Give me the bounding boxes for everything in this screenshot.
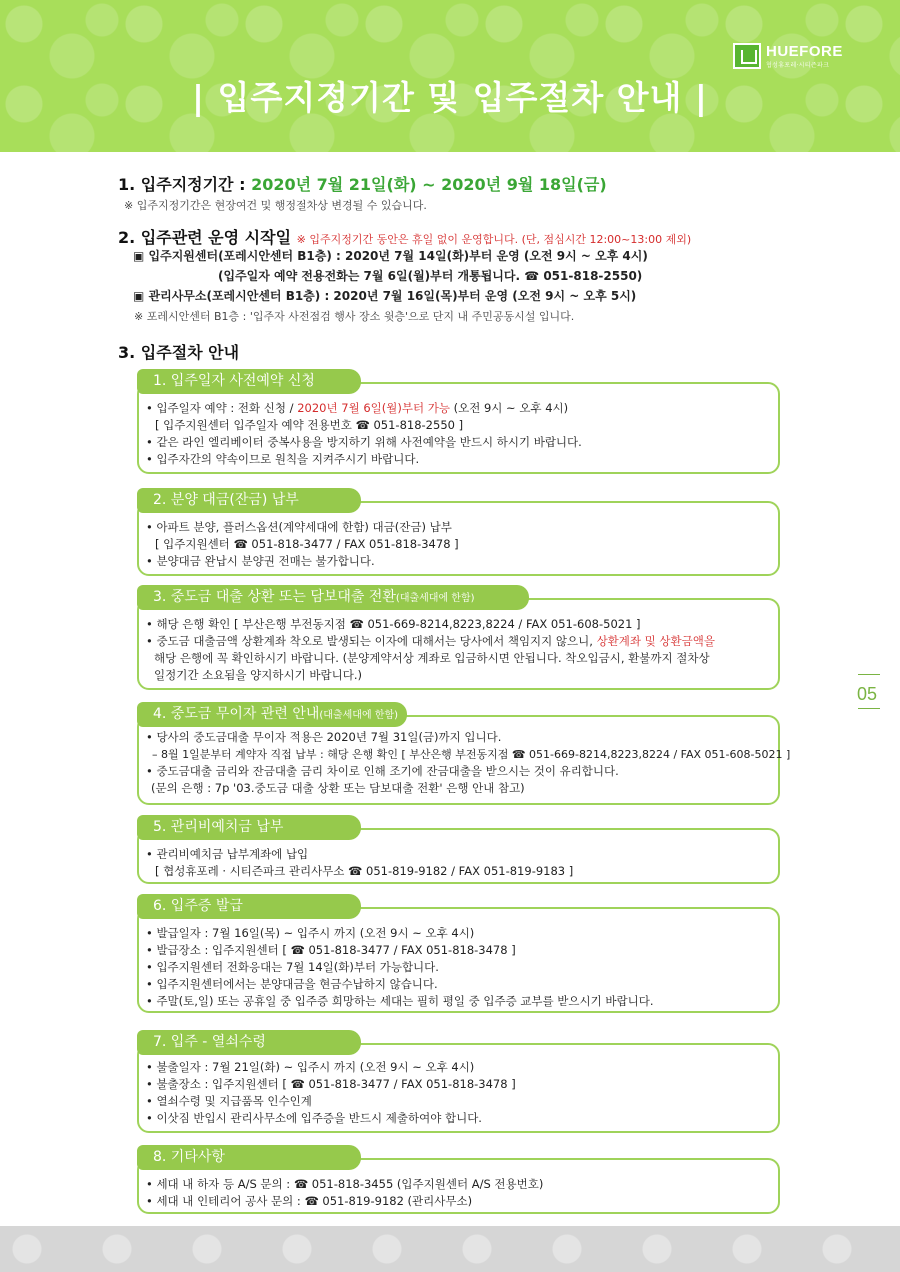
step-1-line-d: • 입주자간의 약속이므로 원칙을 지켜주시기 바랍니다. (146, 452, 420, 466)
section-2-note: ※ 포레시안센터 B1층 : '입주자 사전점검 행사 장소 윗층'으로 단지 내 주민공동시설 입니다. (134, 310, 575, 323)
section-1-heading (118, 172, 607, 195)
step-4-tab-label: 4. 중도금 무이자 관련 안내 (153, 706, 320, 722)
step-6-line-a: • 발급일자 : 7월 16일(목) ~ 입주시 까지 (오전 9시 ~ 오후 4시) (146, 926, 475, 940)
step-3-line-b-text: • 중도금 대출금액 상환계좌 착오로 발생되는 이자에 대해서는 당사에서 책임지지 않으니, (146, 634, 597, 648)
step-7-line-c: • 열쇠수령 및 지급품목 인수인계 (146, 1094, 312, 1108)
step-3-tab-sub: (대출세대에 한함) (395, 593, 475, 604)
logo-name: HUEFORE (766, 43, 843, 60)
support-center-line: ▣ 입주지원센터(포레시안센터 B1층) : 2020년 7월 14일(화)부터 운영 (오전 9시 ~ 오후 4시) (133, 249, 648, 263)
step-3-tab (137, 585, 529, 610)
step-4-tab-sub: (대출세대에 한함) (319, 710, 399, 721)
step-3-line-d: 일정기간 소요됨을 양지하시기 바랍니다.) (154, 668, 362, 682)
step-3-line-a: • 해당 은행 확인 [ 부산은행 부전동지점 ☎ 051-669-8214,8223,8224 / FAX 051-608-5021 ] (146, 617, 641, 631)
step-7-tab: 7. 입주 - 열쇠수령 (137, 1030, 361, 1055)
step-3-line-c: 해당 은행에 꼭 확인하시기 바랍니다. (분양계약서상 계좌로 입금하시면 안됩니다. 착오입금시, 환불까지 절차상 (154, 651, 710, 665)
page-number-rule-top (858, 674, 880, 675)
section-2-heading-note: ※ 입주지정기간 동안은 휴일 없이 운영합니다. (단, 점심시간 12:00~13:00 제외) (296, 233, 692, 246)
footer-band (0, 1226, 900, 1272)
reservation-phone-line: (입주일자 예약 전용전화는 7월 6일(월)부터 개통됩니다. ☎ 051-818-2550) (218, 269, 643, 283)
logo-mark-icon (733, 43, 761, 69)
page-number-rule-bottom (858, 708, 880, 709)
step-1-line-c: • 같은 라인 엘리베이터 중복사용을 방지하기 위해 사전예약을 반드시 하시기 바랍니다. (146, 435, 582, 449)
section-3-heading: 3. 입주절차 안내 (118, 343, 240, 362)
page-title: | 입주지정기간 및 입주절차 안내 | (192, 78, 708, 117)
step-4-line-c: • 중도금대출 금리와 잔금대출 금리 차이로 인해 조기에 잔금대출을 받으시는 것이 유리합니다. (146, 764, 619, 778)
step-4-line-b: – 8월 1일분부터 계약자 직접 납부 : 해당 은행 확인 [ 부산은행 부전동지점 ☎ 051-669-8214,8223,8224 / FAX 051-608-5021 ] (152, 748, 791, 761)
step-6-line-b: • 발급장소 : 입주지원센터 [ ☎ 051-818-3477 / FAX 051-818-3478 ] (146, 943, 516, 957)
step-5-line-a: • 관리비예치금 납부계좌에 납입 (146, 847, 309, 861)
step-2-line-c: • 분양대금 완납시 분양권 전매는 불가합니다. (146, 554, 375, 568)
step-4-line-d: (문의 은행 : 7p '03.중도금 대출 상환 또는 담보대출 전환' 은행 안내 참고) (151, 781, 525, 795)
step-1-line-a-highlight: 2020년 7월 6일(월)부터 가능 (297, 401, 450, 415)
step-1-line-a (146, 400, 568, 416)
step-1-tab: 1. 입주일자 사전예약 신청 (137, 369, 361, 394)
step-6-line-d: • 입주지원센터에서는 분양대금을 현금수납하지 않습니다. (146, 977, 438, 991)
section-1-label: 1. 입주지정기간 : (118, 175, 246, 194)
section-1-period: 2020년 7월 21일(화) ~ 2020년 9월 18일(금) (251, 175, 607, 194)
step-8-tab: 8. 기타사항 (137, 1145, 361, 1170)
step-4-line-a: • 당사의 중도금대출 무이자 적용은 2020년 7월 31일(금)까지 입니다. (146, 730, 502, 744)
huefore-logo (733, 43, 843, 69)
section-2-label: 2. 입주관련 운영 시작일 (118, 228, 292, 247)
step-8-line-a: • 세대 내 하자 등 A/S 문의 : ☎ 051-818-3455 (입주지원센터 A/S 전용번호) (146, 1177, 544, 1191)
section-1-note: ※ 입주지정기간은 현장여건 및 행정절차상 변경될 수 있습니다. (124, 199, 427, 212)
step-4-tab (137, 702, 407, 727)
step-8-line-b: • 세대 내 인테리어 공사 문의 : ☎ 051-819-9182 (관리사무소) (146, 1194, 473, 1208)
step-2-tab: 2. 분양 대금(잔금) 납부 (137, 488, 361, 513)
step-3-line-b (146, 633, 715, 649)
step-7-line-b: • 불출장소 : 입주지원센터 [ ☎ 051-818-3477 / FAX 051-818-3478 ] (146, 1077, 516, 1091)
step-6-line-c: • 입주지원센터 전화응대는 7월 14일(화)부터 가능합니다. (146, 960, 439, 974)
step-3-line-b-highlight: 상환계좌 및 상환금액을 (596, 634, 715, 648)
step-5-line-b: [ 협성휴포레 · 시티즌파크 관리사무소 ☎ 051-819-9182 / FAX 051-819-9183 ] (155, 864, 574, 878)
step-1-line-b: [ 입주지원센터 입주일자 예약 전용번호 ☎ 051-818-2550 ] (155, 418, 464, 432)
step-5-tab: 5. 관리비예치금 납부 (137, 815, 361, 840)
step-2-line-b: [ 입주지원센터 ☎ 051-818-3477 / FAX 051-818-3478 ] (155, 537, 459, 551)
step-7-line-d: • 이삿짐 반입시 관리사무소에 입주증을 반드시 제출하여야 합니다. (146, 1111, 482, 1125)
management-office-line: ▣ 관리사무소(포레시안센터 B1층) : 2020년 7월 16일(목)부터 운영 (오전 9시 ~ 오후 5시) (133, 289, 637, 303)
step-3-tab-label: 3. 중도금 대출 상환 또는 담보대출 전환 (153, 589, 396, 605)
step-1-line-a-hours: (오전 9시 ~ 오후 4시) (449, 401, 569, 415)
step-7-line-a: • 불출일자 : 7월 21일(화) ~ 입주시 까지 (오전 9시 ~ 오후 4시) (146, 1060, 475, 1074)
step-6-line-e: • 주말(토,일) 또는 공휴일 중 입주증 희망하는 세대는 필히 평일 중 입주증 교부를 받으시기 바랍니다. (146, 994, 654, 1008)
step-2-line-a: • 아파트 분양, 플러스옵션(계약세대에 한함) 대금(잔금) 납부 (146, 520, 452, 534)
logo-subtitle: 협성휴포레·시티즌파크 (766, 62, 830, 69)
step-6-tab: 6. 입주증 발급 (137, 894, 361, 919)
step-1-line-a-text: • 입주일자 예약 : 전화 신청 / (146, 401, 298, 415)
page-number: 05 (857, 684, 878, 704)
section-2-heading (118, 225, 691, 248)
